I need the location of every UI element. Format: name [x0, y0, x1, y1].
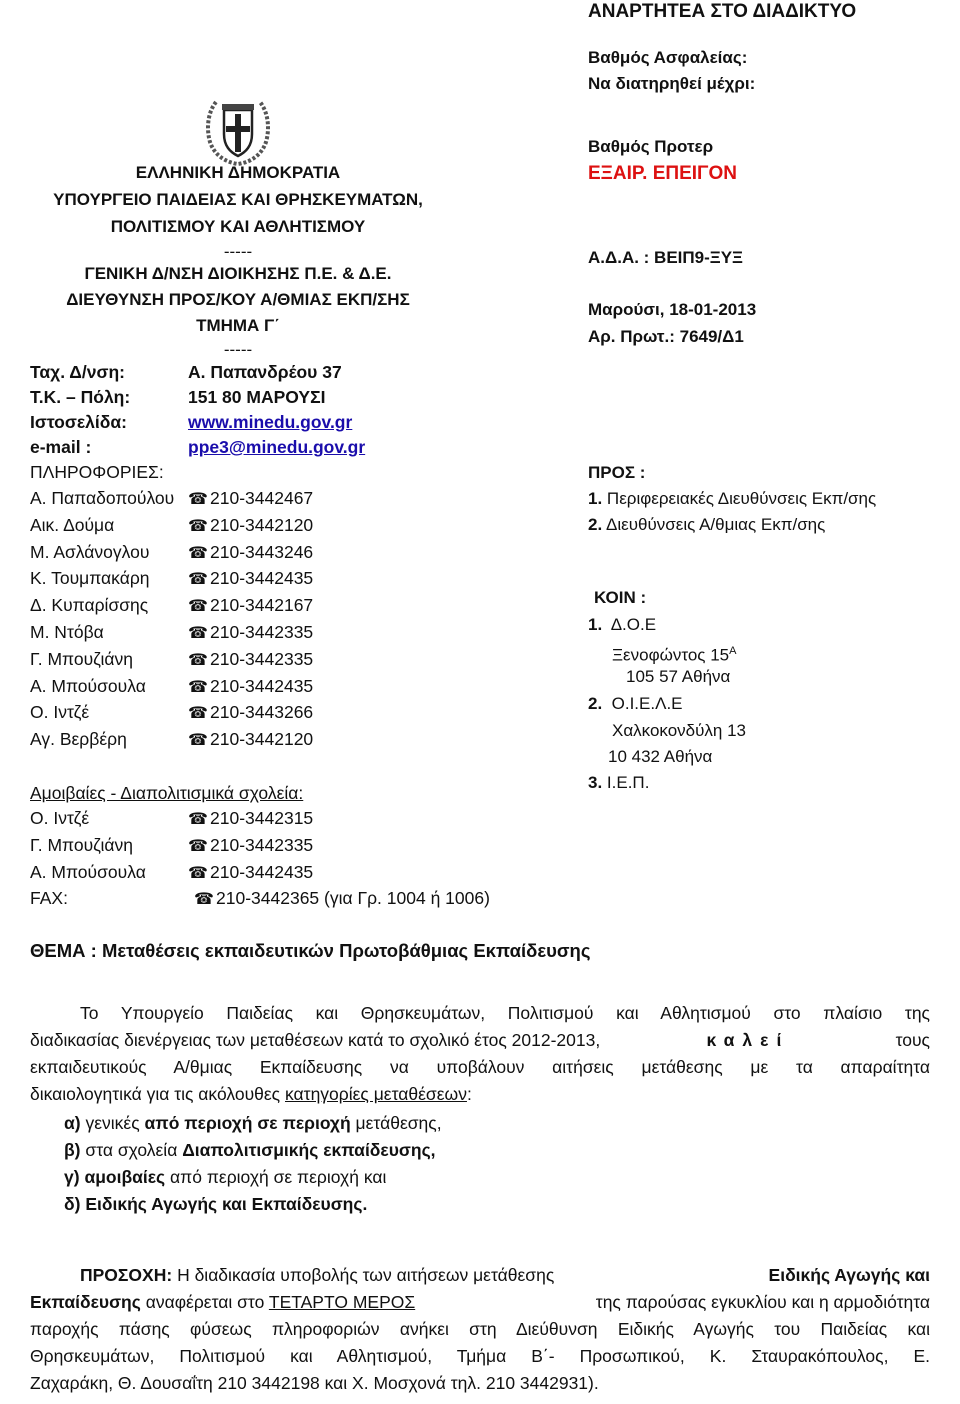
- header-separator: -----: [223, 340, 253, 359]
- phone-icon: ☎: [188, 625, 208, 642]
- subject: ΘΕΜΑ : Μεταθέσεις εκπαιδευτικών Πρωτοβάθμιας Εκπαίδευσης: [30, 940, 591, 961]
- priority-value: ΕΞΑΙΡ. ΕΠΕΙΓΟΝ: [588, 163, 737, 184]
- zip-label: Τ.Κ. – Πόλη:: [30, 387, 131, 407]
- body-line: δικαιολογητικά για τις ακόλουθες κατηγορίες μεταθέσεων:: [30, 1084, 472, 1104]
- phone-icon: ☎: [188, 491, 208, 508]
- body-line: Ζαχαράκη, Θ. Δουσαΐτη 210 3442198 και Χ. Μοσχονά τηλ. 210 3442931).: [30, 1373, 599, 1393]
- header-separator: -----: [223, 242, 253, 261]
- body-line: Θρησκευμάτων, Πολιτισμού και Αθλητισμού, Τμήμα Β΄- Προσωπικού, Κ. Σταυρακόπουλος, Ε.: [30, 1346, 930, 1366]
- phone-icon: ☎: [194, 891, 214, 908]
- keep-until: Να διατηρηθεί μέχρι:: [588, 74, 756, 93]
- contact-phone: ☎ 210-3442435: [188, 673, 313, 701]
- phone-icon: ☎: [188, 517, 208, 535]
- cc-2-city: 10 432 Αθήνα: [608, 747, 713, 766]
- contact-name: Μ. Ασλάνογλου: [30, 541, 150, 562]
- contact-name: Α. Παπαδοπούλου: [30, 488, 175, 508]
- body-line: παροχής πάσης φύσεως πληροφοριών ανήκει στη Διεύθυνση Ειδικής Αγωγής του Παιδείας και: [30, 1319, 930, 1339]
- web-label: Ιστοσελίδα:: [30, 412, 127, 432]
- phone-icon: ☎: [188, 705, 208, 723]
- cc-item-1: 1. Δ.Ο.Ε: [588, 615, 657, 634]
- zip-value: 151 80 ΜΑΡΟΥΣΙ: [188, 387, 326, 407]
- document-date: Μαρούσι, 18-01-2013: [588, 300, 757, 319]
- phone-icon: ☎: [188, 571, 208, 589]
- cc-1-address: Ξενοφώντος $15^A$: [612, 645, 737, 665]
- posting-label: ΑΝΑΡΤΗΤΕΑ ΣΤΟ ΔΙΑΔΙΚΤΥΟ: [588, 1, 857, 22]
- mutual-heading: Αμοιβαίες - Διαπολιτισμικά σχολεία:: [30, 783, 304, 803]
- header-general-directorate: ΓΕΝΙΚΗ Δ/ΝΣΗ ΔΙΟΙΚΗΣΗΣ Π.Ε. & Δ.Ε.: [84, 264, 392, 283]
- body-line: ΠΡΟΣΟΧΗ: Η διαδικασία υποβολής των αιτήσεων μετάθεσης Ειδικής Αγωγής και: [80, 1265, 930, 1285]
- street-label: Ταχ. Δ/νση:: [30, 362, 125, 382]
- contact-name: Γ. Μπουζιάνη: [30, 648, 134, 669]
- to-item-1: 1. Περιφερειακές Διευθύνσεις Εκπ/σης: [588, 489, 877, 508]
- cc-1-city: 105 57 Αθήνα: [626, 667, 731, 686]
- contact-name: Αικ. Δούμα: [30, 514, 115, 535]
- category-list: [64, 1110, 442, 1218]
- phone-icon: ☎: [188, 544, 208, 562]
- contact-phone: ☎ 210-3443246: [188, 539, 313, 567]
- contact-name: Γ. Μπουζιάνη: [30, 835, 134, 855]
- category-item-b: β) στα σχολεία Διαπολιτισμικής εκπαίδευσης,: [64, 1140, 436, 1160]
- header-directorate: ΔΙΕΥΘΥΝΣΗ ΠΡΟΣ/ΚΟΥ Α/ΘΜΙΑΣ ΕΚΠ/ΣΗΣ: [66, 290, 410, 309]
- contact-phone: ☎ 210-3442467: [188, 485, 313, 513]
- info-label: ΠΛΗΡΟΦΟΡΙΕΣ:: [30, 462, 164, 482]
- body-line: διαδικασίας διενέργειας των μεταθέσεων κατά το σχολικό έτος 2012-2013, καλεί τους: [30, 1030, 930, 1050]
- protocol-number: Αρ. Πρωτ.: 7649/Δ1: [588, 327, 744, 346]
- contact-phone: ☎ 210-3442167: [188, 592, 313, 620]
- body-paragraph-1: [30, 1000, 930, 1108]
- phone-icon: ☎: [188, 651, 208, 669]
- contact-name: Μ. Ντόβα: [30, 622, 104, 642]
- contact-phone: ☎ 210-3442335: [188, 619, 313, 647]
- contact-phone: ☎ 210-3443266: [188, 699, 313, 727]
- fax-value: ☎ 210-3442365 (για Γρ. 1004 ή 1006): [194, 885, 490, 913]
- header-department: ΤΜΗΜΑ Γ΄: [196, 316, 280, 335]
- website-link[interactable]: www.minedu.gov.gr: [188, 412, 353, 432]
- email-link[interactable]: ppe3@minedu.gov.gr: [188, 437, 366, 457]
- header-republic: ΕΛΛΗΝΙΚΗ ΔΗΜΟΚΡΑΤΙΑ: [135, 163, 341, 182]
- phone-icon: ☎: [188, 598, 208, 616]
- to-item-2: 2. Διευθύνσεις Α/θμιας Εκπ/σης: [588, 515, 826, 534]
- to-label: ΠΡΟΣ :: [588, 463, 646, 482]
- security-level: Βαθμός Ασφαλείας:: [588, 48, 748, 67]
- contact-name: Α. Μπούσουλα: [30, 862, 146, 882]
- contact-name: Α. Μπούσουλα: [30, 675, 146, 696]
- phone-icon: ☎: [188, 865, 208, 882]
- body-line: Το Υπουργείο Παιδείας και Θρησκευμάτων, Πολιτισμού και Αθλητισμού στο πλαίσιο της: [80, 1003, 930, 1023]
- contact-phone: ☎ 210-3442120: [188, 512, 313, 540]
- phone-icon: ☎: [188, 811, 208, 828]
- cc-label: ΚΟΙΝ :: [594, 588, 647, 607]
- contact-name: Δ. Κυπαρίσσης: [30, 595, 149, 616]
- cc-item-2: 2. Ο.Ι.Ε.Λ.Ε: [588, 694, 683, 713]
- contact-name: Ο. Ιντζέ: [30, 808, 90, 828]
- phone-icon: ☎: [188, 838, 208, 855]
- header-ministry-2: ΠΟΛΙΤΙΣΜΟΥ ΚΑΙ ΑΘΛΗΤΙΣΜΟΥ: [110, 217, 366, 236]
- contact-phone: ☎ 210-3442120: [188, 726, 313, 754]
- greek-coat-of-arms-icon: [204, 94, 272, 166]
- contact-phone: ☎ 210-3442435: [188, 859, 313, 887]
- category-item-c: γ) αμοιβαίες από περιοχή σε περιοχή και: [64, 1167, 387, 1187]
- contact-phone: ☎ 210-3442435: [188, 565, 313, 593]
- header-ministry: ΥΠΟΥΡΓΕΙΟ ΠΑΙΔΕΙΑΣ ΚΑΙ ΘΡΗΣΚΕΥΜΑΤΩΝ,: [53, 190, 423, 209]
- street-value: Α. Παπανδρέου 37: [188, 362, 342, 382]
- category-item-d: δ) Ειδικής Αγωγής και Εκπαίδευσης.: [64, 1194, 368, 1214]
- ada-code: Α.Δ.Α. : ΒΕΙΠ9-ΞΥΞ: [588, 248, 744, 267]
- fax-label: FAX:: [30, 888, 68, 908]
- contact-name: Κ. Τουμπακάρη: [30, 568, 150, 589]
- body-line: Εκπαίδευσης αναφέρεται στο ΤΕΤΑΡΤΟ ΜΕΡΟΣ της παρούσας εγκυκλίου και η αρμοδιότητα: [30, 1292, 930, 1312]
- email-label: e-mail :: [30, 437, 92, 457]
- contact-name: Αγ. Βερβέρη: [30, 729, 127, 750]
- contact-phone: ☎ 210-3442315: [188, 805, 313, 833]
- contact-phone: ☎ 210-3442335: [188, 832, 313, 860]
- cc-item-3: 3. Ι.Ε.Π.: [588, 773, 650, 792]
- body-paragraph-2: [30, 1262, 930, 1397]
- priority-label: Βαθμός Προτερ: [588, 137, 714, 156]
- cc-2-address: Χαλκοκονδύλη 13: [612, 721, 747, 740]
- phone-icon: ☎: [188, 732, 208, 750]
- contact-name: Ο. Ιντζέ: [30, 702, 90, 723]
- contact-phone: ☎ 210-3442335: [188, 646, 313, 674]
- body-line: εκπαιδευτικούς Α/θμιας Εκπαίδευσης να υποβάλουν αιτήσεις μετάθεσης με τα απαραίτητα: [30, 1057, 930, 1077]
- phone-icon: ☎: [188, 678, 208, 696]
- category-item-a: α) γενικές από περιοχή σε περιοχή μετάθεσης,: [64, 1113, 442, 1133]
